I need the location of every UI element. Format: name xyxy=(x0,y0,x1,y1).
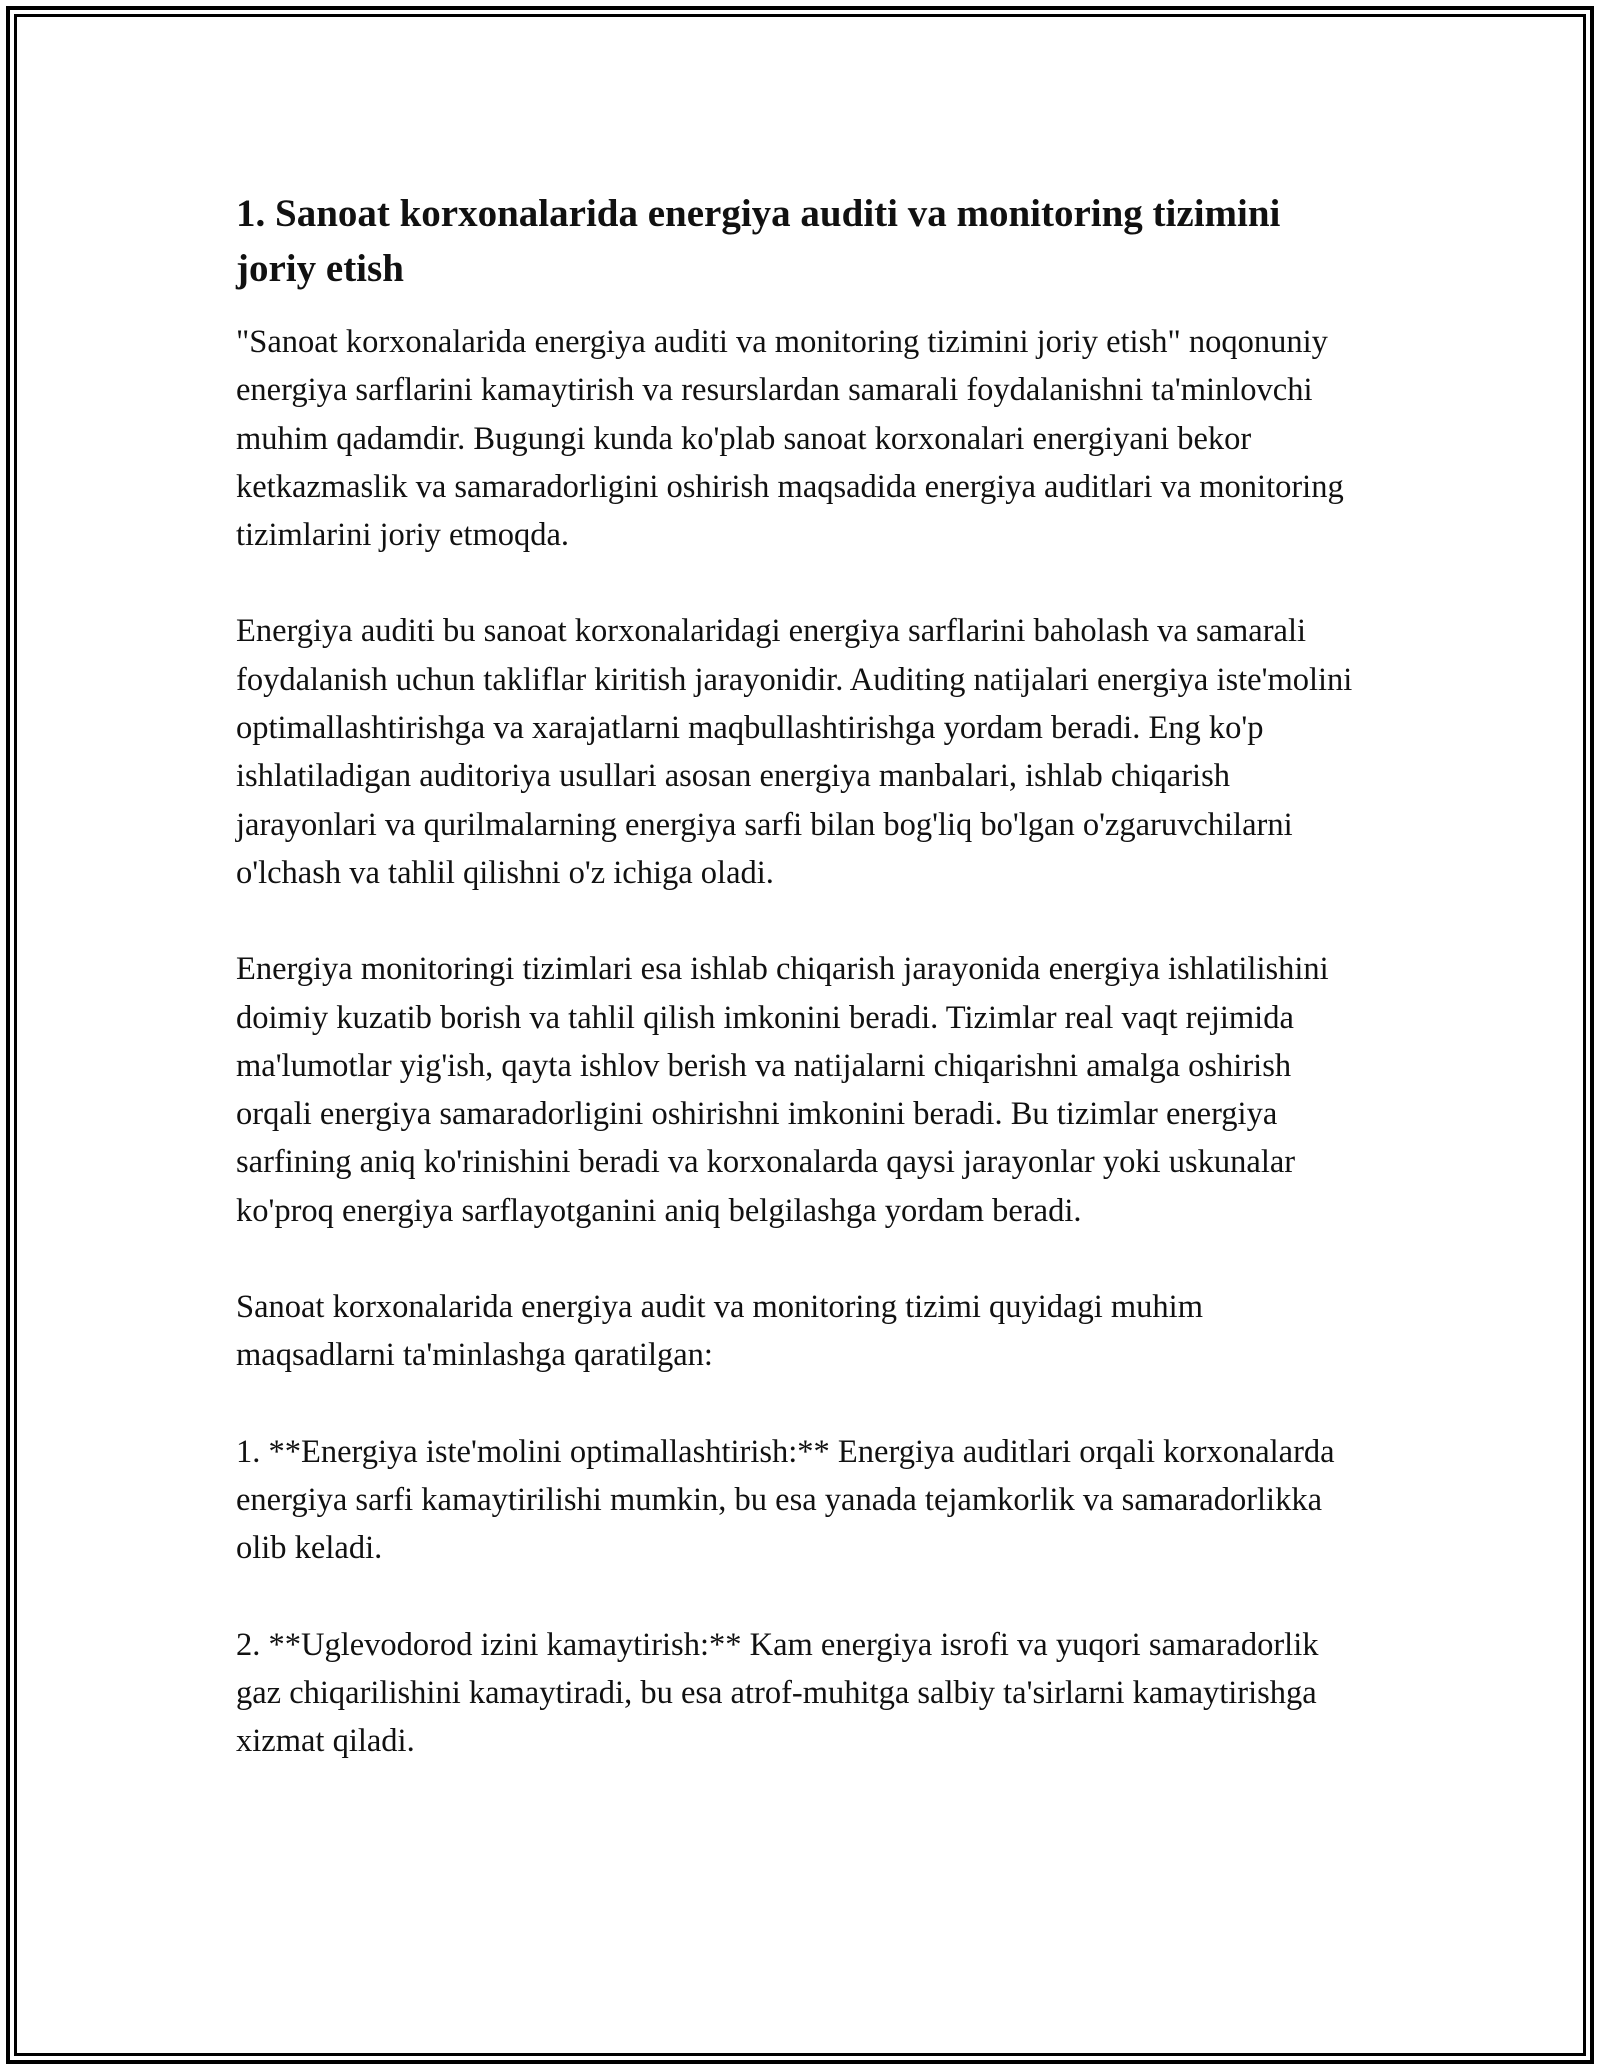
paragraph-energy-monitoring: Energiya monitoringi tizimlari esa ishlab chiqarish jarayonida energiya ishlatilishini doimiy kuzatib borish va tahlil qilish imkonini beradi. Tizimlar real vaqt rejimida ma'lumotlar yig'ish, qayta ishlov berish va natijalarni chiqarishni amalga oshirish orqali energiya samaradorligini oshirishni imkonini beradi. Bu tizimlar energiya sarfining aniq ko'rinishini beradi va korxonalarda qaysi jarayonlar yoki uskunalar ko'proq energiya sarflayotganini aniq belgilashga yordam beradi. xyxy=(236,951,1329,1229)
list-item-goal-2: 2. **Uglevodorod izini kamaytirish:** Kam energiya isrofi va yuqori samaradorlik gaz chiqarilishini kamaytiradi, bu esa atrof-muhitga salbiy ta'sirlarni kamaytirishga xizmat qiladi. xyxy=(236,1626,1319,1760)
paragraph-intro: "Sanoat korxonalarida energiya auditi va monitoring tizimini joriy etish" noqonuniy energiya sarflarini kamaytirish va resurslardan samarali foydalanishni ta'minlovchi muhim qadamdir. Bugungi kunda ko'plab sanoat korxonalari energiyani bekor ketkazmaslik va samaradorligini oshirish maqsadida energiya auditlari va monitoring tizimlarini joriy etmoqda. xyxy=(236,324,1344,554)
document-body xyxy=(236,186,1366,1813)
paragraph-energy-audit: Energiya auditi bu sanoat korxonalaridagi energiya sarflarini baholash va samarali foydalanish uchun takliflar kiritish jarayonidir. Auditing natijalari energiya iste'molini optimallashtirishga va xarajatlarni maqbullashtirishga yordam beradi. Eng ko'p ishlatiladigan auditoriya usullari asosan energiya manbalari, ishlab chiqarish jarayonlari va qurilmalarning energiya sarfi bilan bog'liq bo'lgan o'zgaruvchilarni o'lchash va tahlil qilishni o'z ichiga oladi. xyxy=(236,613,1353,891)
paragraph-goals-intro: Sanoat korxonalarida energiya audit va monitoring tizimi quyidagi muhim maqsadlarni ta'minlashga qaratilgan: xyxy=(236,1289,1203,1374)
document-title: 1. Sanoat korxonalarida energiya auditi va monitoring tizimini joriy etish xyxy=(236,192,1281,290)
list-item-goal-1: 1. **Energiya iste'molini optimallashtirish:** Energiya auditlari orqali korxonalarda energiya sarfi kamaytirilishi mumkin, bu esa yanada tejamkorlik va samaradorlikka olib keladi. xyxy=(236,1433,1335,1567)
